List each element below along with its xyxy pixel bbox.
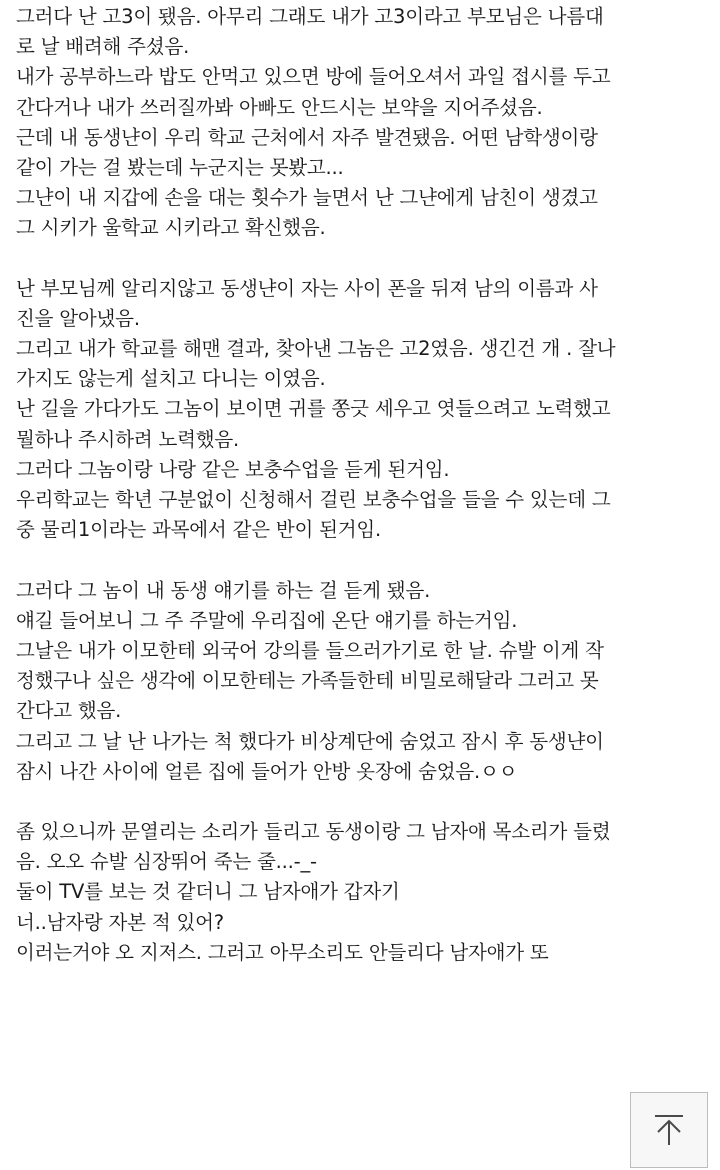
text-line: 좀 있으니까 문열리는 소리가 들리고 동생이랑 그 남자애 목소리가 들렸 xyxy=(16,820,611,844)
paragraph-4 xyxy=(16,817,706,968)
text-line: 얘길 들어보니 그 주 주말에 우리집에 온단 얘기를 하는거임. xyxy=(16,608,518,632)
text-line: 간다고 했음. xyxy=(16,699,122,723)
paragraph-gap xyxy=(16,787,706,817)
text-line: 그러다 그놈이랑 나랑 같은 보충수업을 듣게 된거임. xyxy=(16,457,450,481)
text-line: 그러다 난 고3이 됐음. 아무리 그래도 내가 고3이라고 부모님은 나름대 xyxy=(16,5,604,28)
text-line: 로 날 배려해 주셨음. xyxy=(16,35,190,59)
paragraph-gap xyxy=(16,244,706,274)
text-line: 같이 가는 걸 봤는데 누군지는 못봤고... xyxy=(16,155,344,179)
text-line: 중 물리1이라는 과목에서 같은 반이 된거임. xyxy=(16,518,382,542)
text-line: 너..남자랑 자본 적 있어? xyxy=(16,910,224,934)
text-line: 그리고 내가 학교를 해맨 결과, 찾아낸 그놈은 고2였음. 생긴건 개 . 잘나 xyxy=(16,337,616,361)
arrow-up-to-top-icon xyxy=(652,1113,686,1147)
text-line: 둘이 TV를 보는 것 같더니 그 남자애가 갑자기 xyxy=(16,880,400,904)
text-line: 그러다 그 놈이 내 동생 얘기를 하는 걸 듣게 됐음. xyxy=(16,578,431,602)
text-line: 난 부모님께 알리지않고 동생냔이 자는 사이 폰을 뒤져 남의 이름과 사 xyxy=(16,276,598,300)
text-line: 우리학교는 학년 구분없이 신청해서 걸린 보충수업을 들을 수 있는데 그 xyxy=(16,488,611,511)
paragraph-3 xyxy=(16,576,706,787)
paragraph-1 xyxy=(16,2,706,244)
text-line: 그냔이 내 지갑에 손을 대는 횟수가 늘면서 난 그냔에게 남친이 생겼고 xyxy=(16,186,598,210)
text-line: 간다거나 내가 쓰러질까봐 아빠도 안드시는 보약을 지어주셨음. xyxy=(16,95,543,119)
text-line: 난 길을 가다가도 그놈이 보이면 귀를 쫑긋 세우고 엿들으려고 노력했고 xyxy=(16,397,611,421)
text-line: 그리고 그 날 난 나가는 척 했다가 비상계단에 숨었고 잠시 후 동생냔이 xyxy=(16,729,604,753)
scroll-to-top-button[interactable] xyxy=(630,1092,708,1168)
text-line: 근데 내 동생냔이 우리 학교 근처에서 자주 발견됐음. 어떤 남학생이랑 xyxy=(16,125,598,149)
text-line: 이러는거야 오 지저스. 그러고 아무소리도 안들리다 남자애가 또 xyxy=(16,940,549,964)
paragraph-gap xyxy=(16,545,706,575)
text-line: 뭘하나 주시하려 노력했음. xyxy=(16,427,240,451)
text-line: 잠시 나간 사이에 얼른 집에 들어가 안방 옷장에 숨었음.ㅇㅇ xyxy=(16,759,518,783)
post-body xyxy=(16,2,706,968)
text-line: 내가 공부하느라 밥도 안먹고 있으면 방에 들어오셔서 과일 접시를 두고 xyxy=(16,65,611,89)
paragraph-2 xyxy=(16,274,706,546)
text-line: 가지도 않는게 설치고 다니는 이였음. xyxy=(16,367,326,391)
text-line: 그날은 내가 이모한테 외국어 강의를 들으러가기로 한 날. 슈발 이게 작 xyxy=(16,638,604,662)
text-line: 정했구나 싶은 생각에 이모한테는 가족들한테 비밀로해달라 그러고 못 xyxy=(16,669,599,693)
text-line: 진을 알아냈음. xyxy=(16,306,140,330)
text-line: 음. 오오 슈발 심장뛰어 죽는 줄...-_- xyxy=(16,850,317,874)
text-line: 그 시키가 울학교 시키라고 확신했음. xyxy=(16,216,326,240)
